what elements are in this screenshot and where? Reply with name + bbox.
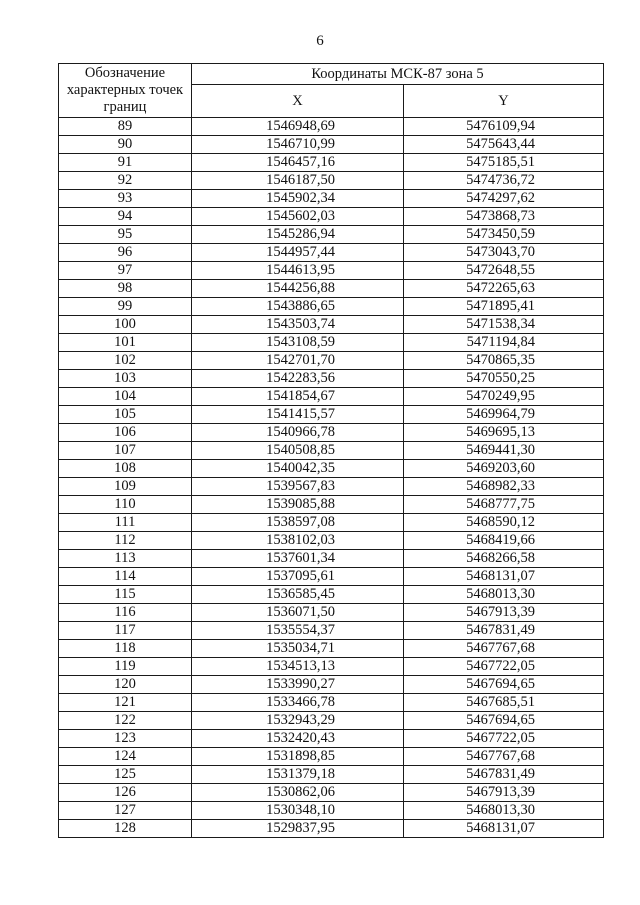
table-row [59,172,604,190]
y-coordinate-cell: 5467767,68 [404,640,604,658]
point-cell: 97 [59,262,192,280]
x-coordinate-cell: 1545602,03 [192,208,404,226]
y-coordinate-cell: 5468131,07 [404,820,604,838]
table-row [59,568,604,586]
x-coordinate-cell: 1529837,95 [192,820,404,838]
table-row [59,154,604,172]
x-coordinate-cell: 1539085,88 [192,496,404,514]
table-row [59,820,604,838]
x-coordinate-cell: 1543886,65 [192,298,404,316]
table-row [59,424,604,442]
table-row [59,694,604,712]
point-cell: 91 [59,154,192,172]
y-coordinate-cell: 5467831,49 [404,766,604,784]
x-coordinate-cell: 1540042,35 [192,460,404,478]
table-row [59,352,604,370]
x-coordinate-cell: 1542701,70 [192,352,404,370]
x-coordinate-cell: 1541854,67 [192,388,404,406]
point-cell: 117 [59,622,192,640]
point-cell: 107 [59,442,192,460]
y-coordinate-cell: 5467913,39 [404,784,604,802]
x-coordinate-cell: 1537095,61 [192,568,404,586]
y-coordinate-cell: 5468777,75 [404,496,604,514]
y-coordinate-cell: 5471895,41 [404,298,604,316]
y-coordinate-cell: 5473868,73 [404,208,604,226]
y-coordinate-cell: 5476109,94 [404,118,604,136]
table-row [59,496,604,514]
table-row [59,730,604,748]
y-coordinate-cell: 5470249,95 [404,388,604,406]
table-row [59,604,604,622]
point-cell: 100 [59,316,192,334]
table-row [59,388,604,406]
y-coordinate-cell: 5469203,60 [404,460,604,478]
y-coordinate-cell: 5468013,30 [404,802,604,820]
point-cell: 125 [59,766,192,784]
table-row [59,406,604,424]
y-coordinate-cell: 5468131,07 [404,568,604,586]
point-cell: 103 [59,370,192,388]
table-row [59,802,604,820]
table-row [59,190,604,208]
table-row [59,550,604,568]
x-coordinate-cell: 1530348,10 [192,802,404,820]
point-cell: 123 [59,730,192,748]
point-cell: 98 [59,280,192,298]
table-row [59,532,604,550]
x-coordinate-cell: 1546187,50 [192,172,404,190]
point-cell: 96 [59,244,192,262]
y-coordinate-cell: 5467694,65 [404,676,604,694]
x-coordinate-cell: 1546457,16 [192,154,404,172]
y-coordinate-cell: 5467913,39 [404,604,604,622]
y-coordinate-cell: 5473043,70 [404,244,604,262]
table-row [59,280,604,298]
y-coordinate-cell: 5467722,05 [404,730,604,748]
table-row [59,136,604,154]
table-header [59,64,604,118]
point-cell: 122 [59,712,192,730]
y-coordinate-cell: 5472648,55 [404,262,604,280]
point-cell: 119 [59,658,192,676]
x-coordinate-cell: 1533990,27 [192,676,404,694]
x-coordinate-cell: 1545286,94 [192,226,404,244]
x-coordinate-cell: 1534513,13 [192,658,404,676]
y-coordinate-cell: 5469441,30 [404,442,604,460]
page-number: 6 [316,33,324,49]
point-cell: 128 [59,820,192,838]
table-row [59,298,604,316]
point-cell: 127 [59,802,192,820]
point-cell: 111 [59,514,192,532]
table-row [59,460,604,478]
table-row [59,658,604,676]
x-coordinate-cell: 1539567,83 [192,478,404,496]
y-coordinate-cell: 5471538,34 [404,316,604,334]
x-coordinate-cell: 1542283,56 [192,370,404,388]
point-cell: 114 [59,568,192,586]
y-coordinate-cell: 5475185,51 [404,154,604,172]
y-column-header: Y [404,85,604,118]
x-coordinate-cell: 1544613,95 [192,262,404,280]
point-cell: 113 [59,550,192,568]
y-coordinate-cell: 5470865,35 [404,352,604,370]
y-coordinate-cell: 5467767,68 [404,748,604,766]
point-cell: 106 [59,424,192,442]
table-row [59,208,604,226]
x-coordinate-cell: 1536585,45 [192,586,404,604]
table-row [59,622,604,640]
point-cell: 95 [59,226,192,244]
y-coordinate-cell: 5468590,12 [404,514,604,532]
x-coordinate-cell: 1544256,88 [192,280,404,298]
x-coordinate-cell: 1546710,99 [192,136,404,154]
point-cell: 89 [59,118,192,136]
table-row [59,244,604,262]
point-cell: 104 [59,388,192,406]
table-row [59,262,604,280]
x-coordinate-cell: 1541415,57 [192,406,404,424]
y-coordinate-cell: 5468419,66 [404,532,604,550]
y-coordinate-cell: 5467685,51 [404,694,604,712]
table-row [59,334,604,352]
x-coordinate-cell: 1546948,69 [192,118,404,136]
point-cell: 112 [59,532,192,550]
table-row [59,676,604,694]
x-coordinate-cell: 1535554,37 [192,622,404,640]
y-coordinate-cell: 5474297,62 [404,190,604,208]
y-coordinate-cell: 5474736,72 [404,172,604,190]
table-row [59,514,604,532]
point-cell: 115 [59,586,192,604]
point-cell: 126 [59,784,192,802]
x-coordinate-cell: 1530862,06 [192,784,404,802]
x-coordinate-cell: 1538597,08 [192,514,404,532]
table-row [59,640,604,658]
x-coordinate-cell: 1531379,18 [192,766,404,784]
x-coordinate-cell: 1540508,85 [192,442,404,460]
point-cell: 105 [59,406,192,424]
point-cell: 99 [59,298,192,316]
table-row [59,118,604,136]
y-coordinate-cell: 5468013,30 [404,586,604,604]
point-cell: 102 [59,352,192,370]
table-row [59,316,604,334]
y-coordinate-cell: 5470550,25 [404,370,604,388]
x-coordinate-cell: 1532420,43 [192,730,404,748]
x-coordinate-cell: 1535034,71 [192,640,404,658]
x-coordinate-cell: 1538102,03 [192,532,404,550]
table-row [59,766,604,784]
point-cell: 110 [59,496,192,514]
x-coordinate-cell: 1536071,50 [192,604,404,622]
table-row [59,712,604,730]
x-coordinate-cell: 1544957,44 [192,244,404,262]
x-coordinate-cell: 1543108,59 [192,334,404,352]
x-coordinate-cell: 1540966,78 [192,424,404,442]
x-coordinate-cell: 1545902,34 [192,190,404,208]
coordinate-system-header: Координаты МСК-87 зона 5 [192,64,604,85]
x-coordinate-cell: 1533466,78 [192,694,404,712]
x-coordinate-cell: 1543503,74 [192,316,404,334]
table-row [59,478,604,496]
y-coordinate-cell: 5467722,05 [404,658,604,676]
y-coordinate-cell: 5472265,63 [404,280,604,298]
point-cell: 118 [59,640,192,658]
point-cell: 116 [59,604,192,622]
x-column-header: X [192,85,404,118]
point-cell: 92 [59,172,192,190]
y-coordinate-cell: 5473450,59 [404,226,604,244]
point-cell: 108 [59,460,192,478]
y-coordinate-cell: 5469964,79 [404,406,604,424]
y-coordinate-cell: 5469695,13 [404,424,604,442]
x-coordinate-cell: 1531898,85 [192,748,404,766]
y-coordinate-cell: 5467831,49 [404,622,604,640]
point-cell: 101 [59,334,192,352]
point-cell: 94 [59,208,192,226]
x-coordinate-cell: 1537601,34 [192,550,404,568]
x-coordinate-cell: 1532943,29 [192,712,404,730]
point-cell: 124 [59,748,192,766]
point-cell: 90 [59,136,192,154]
table-body [59,118,604,838]
y-coordinate-cell: 5467694,65 [404,712,604,730]
point-cell: 109 [59,478,192,496]
point-cell: 93 [59,190,192,208]
y-coordinate-cell: 5468266,58 [404,550,604,568]
table-row [59,226,604,244]
table-row [59,748,604,766]
coordinates-table [58,63,604,838]
table-row [59,370,604,388]
table-row [59,442,604,460]
y-coordinate-cell: 5468982,33 [404,478,604,496]
y-coordinate-cell: 5471194,84 [404,334,604,352]
table-header-row [59,64,604,85]
table-row [59,784,604,802]
y-coordinate-cell: 5475643,44 [404,136,604,154]
point-cell: 120 [59,676,192,694]
point-cell: 121 [59,694,192,712]
point-designation-header: Обозначение характерных точек границ [59,64,192,118]
table-row [59,586,604,604]
